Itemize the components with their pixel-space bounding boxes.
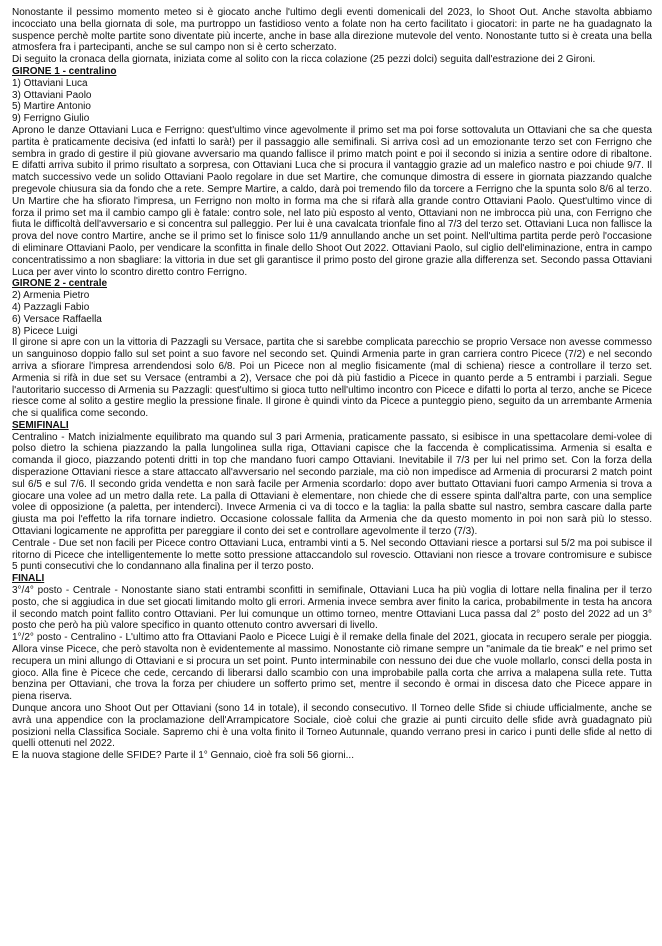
player-item: 6) Versace Raffaella xyxy=(12,313,102,325)
girone2-player-list xyxy=(12,290,652,337)
player-item: 4) Pazzagli Fabio xyxy=(12,301,90,313)
player-item: 5) Martire Antonio xyxy=(12,101,91,113)
girone1-heading: GIRONE 1 - centralino xyxy=(12,65,117,77)
player-item: 9) Ferrigno Giulio xyxy=(12,113,90,125)
intro-paragraph: Nonostante il pessimo momento meteo si è giocato anche l'ultimo degli eventi domenicali del 2023, lo Shoot Out. Anche stavolta abbiamo incocciato una bella giornata di sole, ma purtroppo un fastidioso vento a folate non ha certo facilitato i giocatori: in parte ne ha guadagnato la suspence perchè molte partite sono diventate più incerte, anche in base alla direzione mutevole del vento. Nonostante tutto si è creata una bella atmosfera fra i partecipanti, anche se sul campo non si è certo scherzato. xyxy=(12,7,652,54)
closing-paragraph: E la nuova stagione delle SFIDE? Parte il 1° Gennaio, cioè fra soli 56 giorni... xyxy=(12,750,354,762)
girone2-heading: GIRONE 2 - centrale xyxy=(12,278,108,290)
girone1-player-list xyxy=(12,78,652,125)
girone2-report: Il girone si apre con un la vittoria di Pazzagli su Versace, partita che si sarebbe complicata parecchio se proprio Versace non avesse commesso un sanguinoso doppio fallo sul set point a suo favore nel secondo set. Quindi Armenia parte in gran carriera contro Picece (7/2) e nel secondo arriva a sfiorare l'impresa arrendendosi solo 6/8. Poi un Picece non al meglio fisicamente (mal di schiena) riesce a controllare il terzo set. Armenia si rifà in due set su Versace (entrambi a 2), Versace che poi dà più fastidio a Picece in quanto perde a 5 entrambi i parziali. Segue l'autoritario successo di Armenia su Pazzagli: quest'ultimo si gioca tutto nell'ultimo incontro con Picece e difatti lo porta al terzo, anche se Picece riesce come al solito a gestire meglio la pressione finale. Il girone è quindi vinto da Picece a punteggio pieno, seguito da un arrembante Armenia che si qualifica come secondo. xyxy=(12,337,652,420)
player-item: 1) Ottaviani Luca xyxy=(12,77,88,89)
semifinal-report: Centralino - Match inizialmente equilibrato ma quando sul 3 pari Armenia, praticamente passato, si esibisce in una spettacolare demi-volee di polso dietro la schiena piazzando la palla lungolinea sulla riga, Ottaviani capisce che la faccenda è complicatissima. Armenia si esalta e comanda il gioco, piazzando potenti dritti in top che mandano fuori campo Ottaviani. Inevitabile il 7/3 per lui nel primo set. Con la forza della disperazione Ottaviani riesce a stare attaccato all'avversario nel secondo parziale, ma ciò non impedisce ad Armenia di procurarsi 2 match point sul 6/5 e sul 7/6. Il secondo grida vendetta e non sarà facile per Armenia scordarlo: dopo aver buttato Ottaviani fuori campo Armenia si trova a giocare una volee ad un metro dalla rete. La palla di Ottaviani è elementare, non chiede che di essere spinta dall'altra parte, con una semplice volee di opposizione (a paletta, per intenderci). Invece Armenia ci va di tocco e la taglia: la palla sbatte sul nastro, sembra cascare dalla parte giusta ma poi l'effetto la rifa tornare indietro. Occasione colossale fallita da Armenia che da questo momento in poi non sarà più lo stesso. Ottaviani logicamente ne approfitta per pareggiare il conto dei set e controllare agevolmente il terzo (7/3). xyxy=(12,431,652,538)
semifinali-heading: SEMIFINALI xyxy=(12,419,69,431)
finali-heading: FINALI xyxy=(12,573,45,585)
final-report: 1°/2° posto - Centralino - L'ultimo atto fra Ottaviani Paolo e Picece Luigi è il remake della finale del 2021, giocata in recupero serale per pioggia. Allora vinse Picece, che però stavolta non è evidentemente al massimo. Nonostante ciò rimane sempre un "animale da tie break" e nel primo set recupera un mini allungo di Ottaviani e si procura un set point. Punto interminabile con nessuno dei due che vuole mollarlo, consci della posta in gioco. Alla fine è Picece che cede, cercando di liberarsi dallo scambio con una improbabile palla corta che arriva a malapena sulla rete. Tutta benzina per Ottaviani, che trova la forza per chiudere un sofferto primo set, mentre il secondo è ormai in discesa dato che Picece appare in piena riserva. xyxy=(12,632,652,703)
player-item: 3) Ottaviani Paolo xyxy=(12,89,92,101)
semifinal-report: Centrale - Due set non facili per Picece contro Ottaviani Luca, entrambi vinti a 5. Nel secondo Ottaviani riesce a portarsi sul 5/2 ma poi subisce il ritorno di Picece che intelligentemente lo mette sotto pressione attaccandolo sul rovescio. Ottaviani non riesce a trovare contromisure e subisce 5 punti consecutivi che lo condannano alla finalina per il terzo posto. xyxy=(12,537,652,573)
closing-paragraph: Dunque ancora uno Shoot Out per Ottaviani (sono 14 in totale), il secondo consecutivo. Il Torneo delle Sfide si chiude ufficialmente, anche se avrà una appendice con la proclamazione dell'Arrampicatore Sociale, cioè colui che grazie ai punti circuito delle sfide avrà guadagnato più posizioni nella Classifica Sociale. Sapremo chi è una volta finito il Torneo Autunnale, quando verrano presi in carico i punti delle sfide al netto di quelli ottenuti nel 2022. xyxy=(12,703,652,750)
intro-paragraph: Di seguito la cronaca della giornata, iniziata come al solito con la ricca colazione (25 pezzi dolci) seguita dall'estrazione dei 2 Gironi. xyxy=(12,54,596,66)
player-item: 8) Picece Luigi xyxy=(12,325,78,337)
player-item: 2) Armenia Pietro xyxy=(12,290,90,302)
girone1-report: Aprono le danze Ottaviani Luca e Ferrigno: quest'ultimo vince agevolmente il primo set ma poi forse sottovaluta un Ottaviani che sa che questa partita è praticamente decisiva (ed infatti lo sarà!) per il passaggio alle semifinali. Si arriva così ad un emozionante terzo set con Ferrigno che sembra in grado di gestire il più giovane avversario ma quando fallisce il primo match point e poi il secondo si inizia a sentire odore di ribaltone. E difatti arriva subito il primo risultato a sorpresa, con Ottaviani Luca che si procura il vantaggio grazie ad un malefico nastro e poi chiude 9/7. Il match successivo vede un solido Ottaviani Paolo regolare in due set Martire, che comunque dimostra di essere in giornata piazzando qualche pregevole chiusura sia da fondo che a rete. Sempre Martire, a caldo, darà poi tremendo filo da torcere a Ferrigno che la spunta solo 8/6 al terzo. Un Martire che ha sfiorato l'impresa, un Ferrigno non molto in forma ma che si rifarà alla grande contro Ottaviani Paolo. Quest'ultimo vince di forza il primo set ma il cambio campo gli è fatale: contro sole, nel lato più esposto al vento, Ottaviani non ne imbrocca più una, con Ferrigno che fiuta le difficoltà dell'avversario e si concentra sul palleggio. Per lui è una cavalcata trionfale fino al 7/3 del terzo set. Ottaviani Luca non fallisce la prova del nove contro Martire, anche se il primo set lo finisce solo 11/9 annullando anche un set point. Nell'ultima partita perde però l'occasione di eliminare Ottaviani Paolo, per vendicare la sconfitta in finale dello Shoot Out 2022. Ottaviani Paolo, sul ciglio dell'eliminazione, entra in campo concentratissimo a non sbagliare: la vittoria in due set gli garantisce il primo posto del girone grazie alla differenza set. Secondo passa Ottaviani Luca per aver vinto lo scontro diretto contro Ferrigno. xyxy=(12,124,652,278)
final-report: 3°/4° posto - Centrale - Nonostante siano stati entrambi sconfitti in semifinale, Ottaviani Luca ha più voglia di lottare nella finalina per il terzo posto, che si aggiudica in due set giocati limitando molto gli errori. Armenia invece sembra aver finito la carica, probabilmente in testa ha ancora il secondo match point fallito contro Ottaviani. Per lui comunque un ottimo torneo, mentre Ottaviani Luca passa dal 2° posto del 2022 ad un 3° posto che però ha più valore specifico in quanto ottenuto contro avversari di livello. xyxy=(12,585,652,632)
